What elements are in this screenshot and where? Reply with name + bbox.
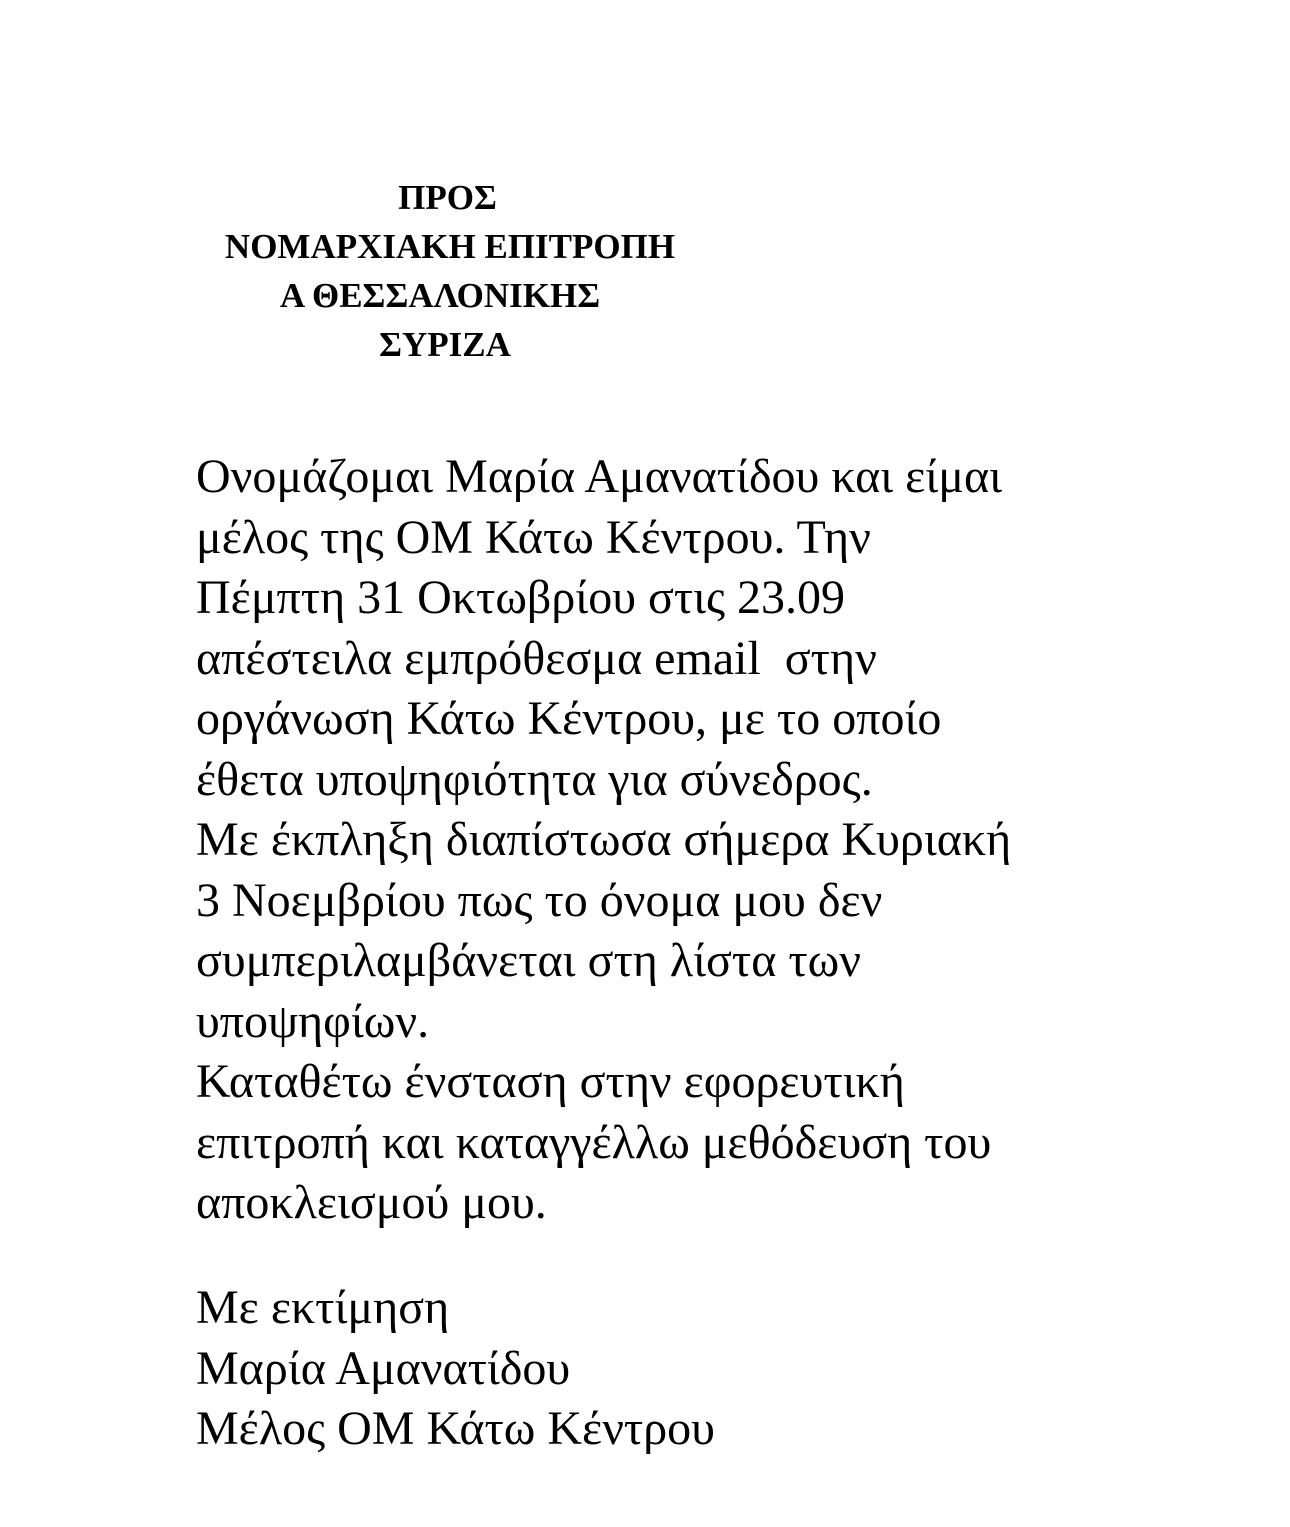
body-line: μέλος της ΟΜ Κάτω Κέντρου. Την — [196, 510, 871, 564]
body-line: αποκλεισμού μου. — [196, 1176, 547, 1229]
signature-block — [196, 1278, 1256, 1460]
signer-name: Μαρία Αμανατίδου — [196, 1341, 571, 1395]
body-line: υποψηφίων. — [196, 994, 430, 1048]
body-line: Πέμπτη 31 Οκτωβρίου στις 23.09 — [196, 571, 846, 624]
salutation: Με εκτίμηση — [196, 1281, 450, 1334]
body-line: έθετα υποψηφιότητα για σύνεδρος. — [196, 752, 873, 806]
letter-body — [196, 447, 1256, 1234]
body-line: συμπεριλαμβάνεται στη λίστα των — [196, 934, 861, 987]
body-line: Ονομάζομαι Μαρία Αμανατίδου και είμαι — [196, 450, 1003, 503]
recipient-line-3: Α ΘΕΣΣΑΛΟΝΙΚΗΣ — [279, 276, 601, 315]
body-line: επιτροπή και καταγγέλλω μεθόδευση του — [196, 1115, 992, 1169]
body-line: οργάνωση Κάτω Κέντρου, με το οποίο — [196, 692, 942, 745]
recipient-line-4: ΣΥΡΙΖΑ — [379, 325, 511, 364]
body-line: 3 Νοεμβρίου πως το όνομα μου δεν — [196, 873, 883, 927]
recipient-line-1: ΠΡΟΣ — [398, 178, 497, 217]
body-line: Με έκπληξη διαπίστωσα σήμερα Κυριακή — [196, 813, 1012, 866]
body-line: απέστειλα εμπρόθεσμα email στην — [196, 631, 877, 685]
signer-role: Μέλος ΟΜ Κάτω Κέντρου — [196, 1402, 715, 1455]
recipient-block — [150, 173, 750, 369]
body-line: Καταθέτω ένσταση στην εφορευτική — [196, 1055, 905, 1108]
recipient-line-2: ΝΟΜΑΡΧΙΑΚΗ ΕΠΙΤΡΟΠΗ — [224, 227, 676, 266]
